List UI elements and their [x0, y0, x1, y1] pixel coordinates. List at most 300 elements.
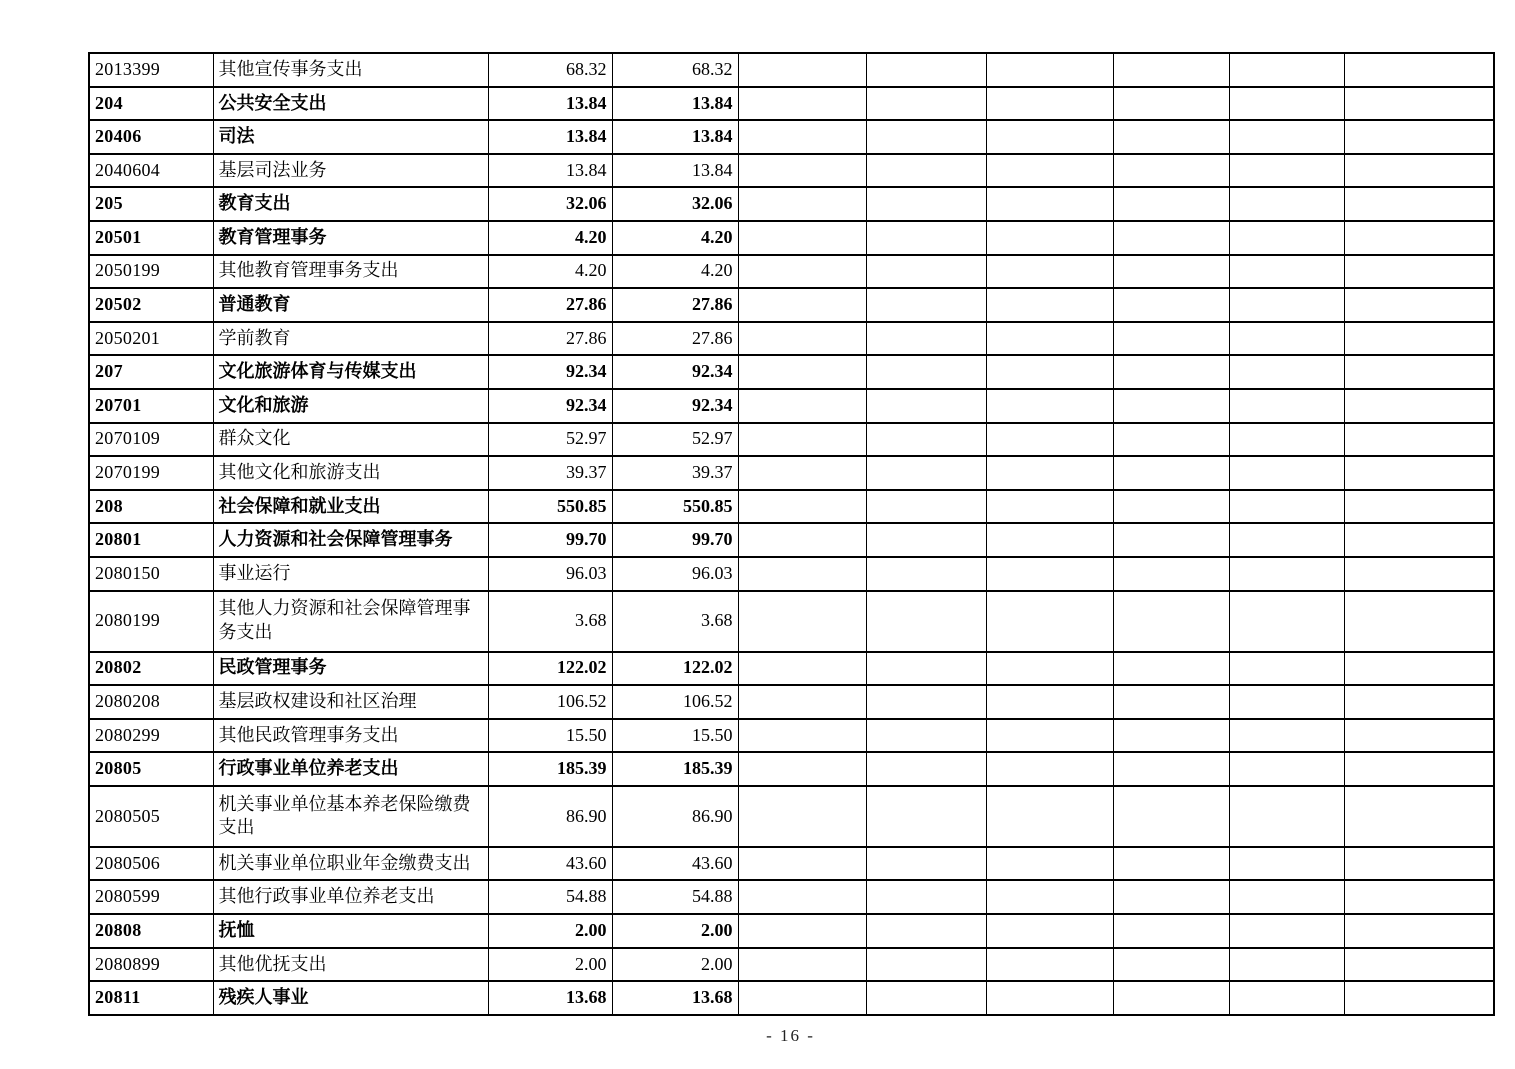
empty-cell — [866, 221, 986, 255]
subject-name-cell: 文化旅游体育与传媒支出 — [213, 355, 488, 389]
subject-code-cell: 204 — [89, 87, 213, 121]
empty-cell — [738, 490, 866, 524]
amount-cell: 185.39 — [488, 752, 612, 786]
empty-cell — [1344, 847, 1494, 881]
table-row — [89, 221, 1494, 255]
empty-cell — [738, 523, 866, 557]
empty-cell — [866, 591, 986, 652]
amount-cell: 13.84 — [488, 154, 612, 188]
amount-cell: 2.00 — [612, 948, 738, 982]
empty-cell — [1229, 880, 1344, 914]
empty-cell — [1113, 685, 1229, 719]
empty-cell — [986, 355, 1113, 389]
empty-cell — [1229, 322, 1344, 356]
amount-cell: 185.39 — [612, 752, 738, 786]
subject-name-cell: 司法 — [213, 120, 488, 154]
table-row — [89, 914, 1494, 948]
empty-cell — [1113, 456, 1229, 490]
budget-table — [88, 52, 1495, 1016]
amount-cell: 13.84 — [612, 87, 738, 121]
subject-code-cell: 20406 — [89, 120, 213, 154]
subject-name-cell: 其他宣传事务支出 — [213, 53, 488, 87]
table-row — [89, 948, 1494, 982]
empty-cell — [866, 389, 986, 423]
amount-cell: 86.90 — [612, 786, 738, 847]
amount-cell: 43.60 — [488, 847, 612, 881]
subject-code-cell: 2080150 — [89, 557, 213, 591]
amount-cell: 13.84 — [488, 120, 612, 154]
empty-cell — [738, 187, 866, 221]
table-row — [89, 981, 1494, 1015]
budget-table-body — [89, 53, 1494, 1015]
subject-code-cell: 2050199 — [89, 255, 213, 289]
empty-cell — [986, 914, 1113, 948]
empty-cell — [1344, 389, 1494, 423]
empty-cell — [738, 557, 866, 591]
amount-cell: 106.52 — [488, 685, 612, 719]
empty-cell — [866, 187, 986, 221]
empty-cell — [986, 523, 1113, 557]
subject-name-cell: 事业运行 — [213, 557, 488, 591]
subject-name-cell: 文化和旅游 — [213, 389, 488, 423]
empty-cell — [866, 322, 986, 356]
empty-cell — [1229, 685, 1344, 719]
empty-cell — [986, 154, 1113, 188]
empty-cell — [866, 652, 986, 686]
empty-cell — [1344, 322, 1494, 356]
amount-cell: 4.20 — [488, 221, 612, 255]
empty-cell — [1113, 880, 1229, 914]
empty-cell — [986, 981, 1113, 1015]
subject-code-cell: 20811 — [89, 981, 213, 1015]
empty-cell — [1229, 652, 1344, 686]
subject-name-cell: 其他人力资源和社会保障管理事务支出 — [213, 591, 488, 652]
amount-cell: 52.97 — [612, 423, 738, 457]
empty-cell — [1344, 948, 1494, 982]
empty-cell — [1113, 288, 1229, 322]
empty-cell — [986, 752, 1113, 786]
amount-cell: 13.84 — [488, 87, 612, 121]
empty-cell — [1344, 652, 1494, 686]
amount-cell: 15.50 — [488, 719, 612, 753]
amount-cell: 27.86 — [488, 288, 612, 322]
table-row — [89, 322, 1494, 356]
empty-cell — [986, 652, 1113, 686]
empty-cell — [738, 120, 866, 154]
empty-cell — [1229, 389, 1344, 423]
subject-name-cell: 社会保障和就业支出 — [213, 490, 488, 524]
amount-cell: 68.32 — [488, 53, 612, 87]
amount-cell: 32.06 — [488, 187, 612, 221]
empty-cell — [1344, 719, 1494, 753]
empty-cell — [1344, 288, 1494, 322]
empty-cell — [738, 255, 866, 289]
subject-code-cell: 20802 — [89, 652, 213, 686]
empty-cell — [866, 752, 986, 786]
amount-cell: 54.88 — [612, 880, 738, 914]
empty-cell — [866, 288, 986, 322]
subject-code-cell: 20501 — [89, 221, 213, 255]
table-row — [89, 752, 1494, 786]
subject-name-cell: 公共安全支出 — [213, 87, 488, 121]
empty-cell — [738, 685, 866, 719]
table-row — [89, 154, 1494, 188]
empty-cell — [1229, 490, 1344, 524]
amount-cell: 3.68 — [612, 591, 738, 652]
empty-cell — [1229, 456, 1344, 490]
empty-cell — [986, 557, 1113, 591]
empty-cell — [1113, 255, 1229, 289]
empty-cell — [1113, 322, 1229, 356]
empty-cell — [738, 53, 866, 87]
empty-cell — [1229, 948, 1344, 982]
empty-cell — [986, 847, 1113, 881]
empty-cell — [1229, 523, 1344, 557]
subject-code-cell: 20808 — [89, 914, 213, 948]
subject-name-cell: 机关事业单位基本养老保险缴费支出 — [213, 786, 488, 847]
table-row — [89, 87, 1494, 121]
subject-name-cell: 其他优抚支出 — [213, 948, 488, 982]
amount-cell: 13.84 — [612, 154, 738, 188]
subject-name-cell: 其他行政事业单位养老支出 — [213, 880, 488, 914]
empty-cell — [986, 255, 1113, 289]
empty-cell — [1113, 847, 1229, 881]
empty-cell — [738, 752, 866, 786]
empty-cell — [866, 981, 986, 1015]
subject-name-cell: 其他民政管理事务支出 — [213, 719, 488, 753]
empty-cell — [1344, 255, 1494, 289]
empty-cell — [986, 187, 1113, 221]
empty-cell — [866, 87, 986, 121]
empty-cell — [738, 948, 866, 982]
empty-cell — [866, 948, 986, 982]
amount-cell: 27.86 — [612, 288, 738, 322]
amount-cell: 106.52 — [612, 685, 738, 719]
subject-code-cell: 2040604 — [89, 154, 213, 188]
empty-cell — [738, 154, 866, 188]
empty-cell — [738, 87, 866, 121]
empty-cell — [1344, 523, 1494, 557]
empty-cell — [1229, 154, 1344, 188]
empty-cell — [1229, 221, 1344, 255]
empty-cell — [1344, 53, 1494, 87]
empty-cell — [866, 355, 986, 389]
empty-cell — [986, 53, 1113, 87]
empty-cell — [1113, 87, 1229, 121]
empty-cell — [1113, 389, 1229, 423]
amount-cell: 96.03 — [488, 557, 612, 591]
amount-cell: 13.68 — [612, 981, 738, 1015]
empty-cell — [1113, 981, 1229, 1015]
empty-cell — [1344, 490, 1494, 524]
amount-cell: 122.02 — [612, 652, 738, 686]
table-row — [89, 389, 1494, 423]
page-number: - 16 - — [766, 1026, 815, 1045]
subject-name-cell: 教育支出 — [213, 187, 488, 221]
empty-cell — [1344, 786, 1494, 847]
empty-cell — [866, 456, 986, 490]
table-row — [89, 423, 1494, 457]
table-row — [89, 490, 1494, 524]
subject-code-cell: 2080299 — [89, 719, 213, 753]
amount-cell: 550.85 — [488, 490, 612, 524]
amount-cell: 13.84 — [612, 120, 738, 154]
amount-cell: 4.20 — [488, 255, 612, 289]
empty-cell — [866, 490, 986, 524]
empty-cell — [1229, 786, 1344, 847]
subject-code-cell: 20801 — [89, 523, 213, 557]
empty-cell — [1344, 591, 1494, 652]
empty-cell — [1344, 981, 1494, 1015]
empty-cell — [986, 456, 1113, 490]
empty-cell — [866, 557, 986, 591]
empty-cell — [1344, 752, 1494, 786]
empty-cell — [986, 221, 1113, 255]
empty-cell — [738, 591, 866, 652]
amount-cell: 2.00 — [488, 914, 612, 948]
empty-cell — [986, 880, 1113, 914]
amount-cell: 4.20 — [612, 255, 738, 289]
empty-cell — [1113, 221, 1229, 255]
amount-cell: 15.50 — [612, 719, 738, 753]
subject-code-cell: 2070199 — [89, 456, 213, 490]
amount-cell: 52.97 — [488, 423, 612, 457]
empty-cell — [1113, 423, 1229, 457]
empty-cell — [1229, 87, 1344, 121]
amount-cell: 27.86 — [612, 322, 738, 356]
empty-cell — [738, 389, 866, 423]
table-row — [89, 685, 1494, 719]
empty-cell — [1229, 591, 1344, 652]
empty-cell — [738, 981, 866, 1015]
empty-cell — [986, 786, 1113, 847]
table-row — [89, 557, 1494, 591]
subject-code-cell: 2013399 — [89, 53, 213, 87]
empty-cell — [1113, 719, 1229, 753]
subject-name-cell: 人力资源和社会保障管理事务 — [213, 523, 488, 557]
empty-cell — [986, 389, 1113, 423]
empty-cell — [1113, 557, 1229, 591]
subject-code-cell: 2050201 — [89, 322, 213, 356]
amount-cell: 32.06 — [612, 187, 738, 221]
empty-cell — [1113, 120, 1229, 154]
empty-cell — [1344, 914, 1494, 948]
amount-cell: 92.34 — [488, 389, 612, 423]
empty-cell — [1344, 120, 1494, 154]
empty-cell — [986, 719, 1113, 753]
empty-cell — [738, 322, 866, 356]
amount-cell: 2.00 — [488, 948, 612, 982]
empty-cell — [866, 719, 986, 753]
empty-cell — [1344, 187, 1494, 221]
table-row — [89, 355, 1494, 389]
empty-cell — [1229, 187, 1344, 221]
amount-cell: 122.02 — [488, 652, 612, 686]
subject-name-cell: 普通教育 — [213, 288, 488, 322]
subject-name-cell: 其他教育管理事务支出 — [213, 255, 488, 289]
empty-cell — [738, 914, 866, 948]
subject-name-cell: 学前教育 — [213, 322, 488, 356]
empty-cell — [738, 880, 866, 914]
empty-cell — [738, 355, 866, 389]
empty-cell — [1113, 786, 1229, 847]
empty-cell — [1344, 87, 1494, 121]
empty-cell — [986, 423, 1113, 457]
empty-cell — [1113, 490, 1229, 524]
subject-code-cell: 2080208 — [89, 685, 213, 719]
empty-cell — [986, 322, 1113, 356]
amount-cell: 86.90 — [488, 786, 612, 847]
empty-cell — [866, 154, 986, 188]
empty-cell — [1113, 187, 1229, 221]
empty-cell — [1229, 914, 1344, 948]
empty-cell — [1113, 914, 1229, 948]
subject-code-cell: 20805 — [89, 752, 213, 786]
amount-cell: 92.34 — [488, 355, 612, 389]
empty-cell — [1344, 154, 1494, 188]
subject-name-cell: 基层司法业务 — [213, 154, 488, 188]
empty-cell — [866, 53, 986, 87]
empty-cell — [1344, 423, 1494, 457]
empty-cell — [738, 786, 866, 847]
empty-cell — [1344, 456, 1494, 490]
amount-cell: 2.00 — [612, 914, 738, 948]
subject-name-cell: 教育管理事务 — [213, 221, 488, 255]
table-row — [89, 847, 1494, 881]
empty-cell — [1344, 355, 1494, 389]
table-row — [89, 880, 1494, 914]
subject-name-cell: 民政管理事务 — [213, 652, 488, 686]
empty-cell — [1113, 948, 1229, 982]
empty-cell — [1229, 557, 1344, 591]
empty-cell — [866, 523, 986, 557]
subject-name-cell: 其他文化和旅游支出 — [213, 456, 488, 490]
table-row — [89, 456, 1494, 490]
amount-cell: 68.32 — [612, 53, 738, 87]
empty-cell — [1229, 288, 1344, 322]
table-row — [89, 120, 1494, 154]
amount-cell: 96.03 — [612, 557, 738, 591]
table-row — [89, 288, 1494, 322]
amount-cell: 99.70 — [488, 523, 612, 557]
empty-cell — [1113, 355, 1229, 389]
table-row — [89, 523, 1494, 557]
subject-name-cell: 残疾人事业 — [213, 981, 488, 1015]
empty-cell — [866, 120, 986, 154]
amount-cell: 92.34 — [612, 355, 738, 389]
empty-cell — [866, 685, 986, 719]
subject-code-cell: 2070109 — [89, 423, 213, 457]
empty-cell — [738, 423, 866, 457]
subject-name-cell: 机关事业单位职业年金缴费支出 — [213, 847, 488, 881]
subject-name-cell: 行政事业单位养老支出 — [213, 752, 488, 786]
amount-cell: 550.85 — [612, 490, 738, 524]
amount-cell: 54.88 — [488, 880, 612, 914]
empty-cell — [1229, 752, 1344, 786]
empty-cell — [866, 255, 986, 289]
empty-cell — [986, 591, 1113, 652]
empty-cell — [1344, 221, 1494, 255]
table-row — [89, 255, 1494, 289]
empty-cell — [986, 288, 1113, 322]
empty-cell — [1113, 53, 1229, 87]
empty-cell — [1229, 847, 1344, 881]
table-row — [89, 786, 1494, 847]
empty-cell — [738, 221, 866, 255]
subject-name-cell: 抚恤 — [213, 914, 488, 948]
amount-cell: 27.86 — [488, 322, 612, 356]
empty-cell — [1113, 523, 1229, 557]
empty-cell — [738, 288, 866, 322]
amount-cell: 92.34 — [612, 389, 738, 423]
table-row — [89, 591, 1494, 652]
subject-code-cell: 2080505 — [89, 786, 213, 847]
empty-cell — [1344, 685, 1494, 719]
amount-cell: 39.37 — [488, 456, 612, 490]
empty-cell — [986, 685, 1113, 719]
amount-cell: 39.37 — [612, 456, 738, 490]
empty-cell — [1229, 355, 1344, 389]
empty-cell — [1229, 255, 1344, 289]
table-row — [89, 187, 1494, 221]
amount-cell: 99.70 — [612, 523, 738, 557]
subject-code-cell: 2080506 — [89, 847, 213, 881]
empty-cell — [986, 120, 1113, 154]
subject-code-cell: 2080199 — [89, 591, 213, 652]
empty-cell — [866, 423, 986, 457]
empty-cell — [1113, 591, 1229, 652]
amount-cell: 43.60 — [612, 847, 738, 881]
empty-cell — [738, 719, 866, 753]
empty-cell — [1344, 557, 1494, 591]
subject-code-cell: 208 — [89, 490, 213, 524]
empty-cell — [1229, 53, 1344, 87]
empty-cell — [986, 87, 1113, 121]
empty-cell — [866, 847, 986, 881]
amount-cell: 4.20 — [612, 221, 738, 255]
empty-cell — [1113, 652, 1229, 686]
empty-cell — [738, 847, 866, 881]
empty-cell — [986, 490, 1113, 524]
empty-cell — [1229, 423, 1344, 457]
subject-code-cell: 2080599 — [89, 880, 213, 914]
empty-cell — [866, 914, 986, 948]
amount-cell: 3.68 — [488, 591, 612, 652]
empty-cell — [1113, 154, 1229, 188]
subject-code-cell: 20502 — [89, 288, 213, 322]
amount-cell: 13.68 — [488, 981, 612, 1015]
empty-cell — [1229, 719, 1344, 753]
subject-code-cell: 205 — [89, 187, 213, 221]
subject-name-cell: 群众文化 — [213, 423, 488, 457]
empty-cell — [1344, 880, 1494, 914]
empty-cell — [1113, 752, 1229, 786]
empty-cell — [866, 880, 986, 914]
subject-code-cell: 20701 — [89, 389, 213, 423]
table-row — [89, 53, 1494, 87]
empty-cell — [866, 786, 986, 847]
table-row — [89, 719, 1494, 753]
subject-name-cell: 基层政权建设和社区治理 — [213, 685, 488, 719]
table-row — [89, 652, 1494, 686]
empty-cell — [738, 652, 866, 686]
empty-cell — [1229, 981, 1344, 1015]
empty-cell — [986, 948, 1113, 982]
empty-cell — [1229, 120, 1344, 154]
empty-cell — [738, 456, 866, 490]
subject-code-cell: 207 — [89, 355, 213, 389]
subject-code-cell: 2080899 — [89, 948, 213, 982]
